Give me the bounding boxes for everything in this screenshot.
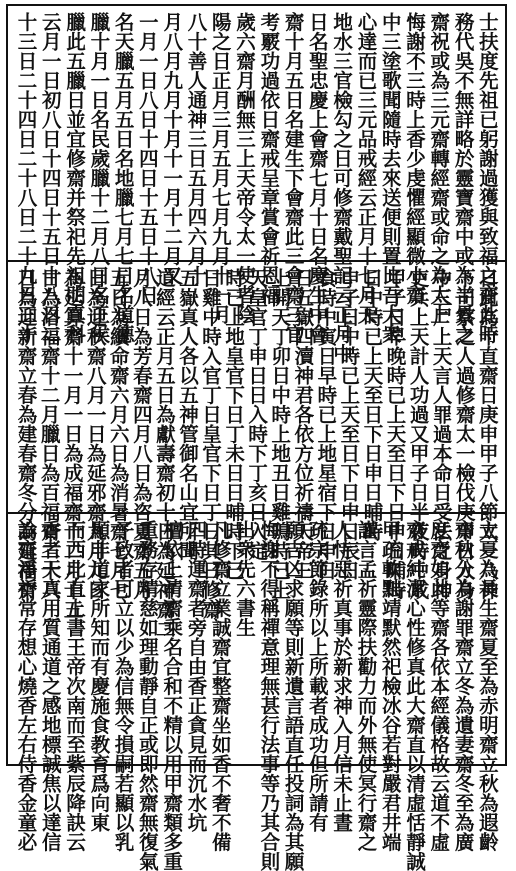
column-group — [14, 520, 499, 871]
scripture-page — [6, 4, 507, 871]
text-column: 地水三官檢勾之日可修齋戴聖記云正月中 — [330, 12, 354, 363]
text-column: 日為洛福齋十二月臘日為百福齋二十八 — [37, 268, 61, 600]
text-column: 謹言孟祈靈際扶勸力而外無使冥行齋之 — [354, 520, 378, 852]
text-column: 中三尸上天言人罪過本命日受法之身神 — [429, 268, 453, 600]
text-column: 疏宗節錄所以上所載者成功但所請有 — [305, 520, 329, 832]
text-column: 立夏為長生齋夏至為赤明齋立秋為遐齡 — [475, 520, 499, 852]
text-column: 天皇官丁申日日入時下丁亥日入定 — [245, 268, 269, 561]
text-column: 論齋淨祈常存想心燒香左右侍香金童必 — [14, 520, 38, 852]
text-column: 悔謝不三時上香少虔懼經顯微小齋 — [403, 12, 426, 305]
text-column: 臘此五臘日並宜修齋并祭祀先祖明真科 — [63, 12, 87, 344]
text-column: 云月一日初八日十四日十五日十八日二 — [38, 12, 62, 344]
text-column: 五日為續命齋六月六日為消暑齋七月七 — [106, 268, 130, 600]
column-group — [14, 12, 499, 363]
text-column: 日為迎秋齋八月一日為延邪齋九月九日 — [83, 268, 107, 600]
text-column: 道經云正月五日為獻壽齋初十日為延神齋二 — [152, 268, 176, 639]
text-column: 考覈功過依日齋戒呈章賞會祈恩福 — [257, 12, 281, 305]
text-column: 凡修齋立業誠齋宜整齋坐如香不奢不備 — [208, 520, 232, 852]
text-column: 心達而已三元品戒經云正月十七月天 — [354, 12, 378, 324]
text-column: 人恃惡祈真事於新求神入月信未止晝 — [330, 520, 354, 832]
text-column: 齋十月五日名建生下會齋此三會齋三官 — [281, 12, 305, 344]
text-column: 日為迎新齋立春為建春齋冬分為延福齋 — [14, 268, 38, 600]
text-column: 而西北直上書王帝次南而至紫辰降訣云 — [63, 520, 87, 852]
text-column: 齋秋分為謝罪齋立冬為遺妻齋冬至為廣 — [451, 520, 475, 852]
text-column: 子致者可立以少為信無令損嗣若顯以乳 — [111, 520, 135, 852]
text-column: 名天臘五月五日名地臘七月七日名道德 — [111, 12, 135, 344]
text-column: 齋戒純潔心性修真此大齋直以清虛恬靜誠 — [403, 520, 426, 871]
text-column: 度齋如此等齋各依本經儀格故云道不虛 — [427, 520, 451, 852]
text-column: 下司察之人過修齋太一檢伐庚申日人身 — [452, 268, 476, 600]
text-column: 甲子日早晚時已上天至日下日申日晡時 — [383, 268, 407, 600]
text-column: 香者天真用質通道之感地標誠焦以達信 — [38, 520, 62, 852]
text-panel-top — [8, 6, 505, 363]
text-column: 齋祝或為三元齋轉經齋或命之為太上 — [427, 12, 451, 324]
text-column: 上開天丁卯日中時上地丑日雞鳴時已上 — [268, 268, 292, 600]
text-column: 甲疏軟黜靖默然祀檢冰谷若對嚴君井端 — [378, 520, 402, 852]
text-column: 士扶度先祖已躬謝過獲與致福之齋此時 — [475, 12, 499, 344]
text-column: 出衆先六書生 — [233, 520, 257, 637]
text-column: 申子日中時已上天至日下日申日辰日 — [337, 268, 361, 580]
text-column: 時已上地皇官下日丁未日日晡時下已 — [222, 268, 246, 580]
text-column: 檀依上清齋乘名合和不精以用甲齋類多重 — [160, 520, 184, 871]
text-column: 日此為十直齋日庚申甲子八節太一八神 — [475, 268, 499, 600]
text-column: 日雞中時入官丁日皇官下日丁日其日修齋 — [199, 268, 222, 619]
text-column: 四時運齋者旁自由香正貪見而沉水坑 — [184, 520, 208, 832]
text-column: 願吉凶求願等則新遺言語直任投詞為其願 — [281, 520, 305, 871]
text-column: 吏兵上天計人功過又甲子日半夜時中成 — [406, 268, 430, 600]
text-panel-bottom — [8, 514, 505, 871]
text-column: 歲六齋月酬無三上天帝令太一使者陰 — [233, 12, 257, 324]
text-column: 為延算齋十一月一日為成福齋十二月十五 — [60, 268, 84, 619]
text-column: 月八月九月十月十一月十二月又 — [160, 12, 184, 285]
text-column: 中三塗歌聞隨時去來送便則置比吾大衆 — [378, 12, 402, 344]
text-column: 月八日為芳春齋四月八日為咨夏齋五月 — [129, 268, 153, 600]
text-column: 日名聖忠慶上會齋七月十日名慶生中會 — [305, 12, 329, 344]
text-column: 八十善人通神三日五月四六月十 — [184, 12, 208, 285]
text-column: 務代吳不無詳略於靈寶齋中或為半景之 — [451, 12, 475, 344]
text-column: 日中時已上天至日下日申日晡時 — [360, 268, 384, 541]
text-column: 陽之日正月三月五月七月九月十一月 — [208, 12, 232, 324]
text-column: 臘十月一日名民歲臘十二月八日名王侯 — [87, 12, 111, 344]
text-column: 五嶽真人各以五神管御名山宜所聞 — [175, 268, 199, 561]
text-column: 一月一日八日十四日十五日十八日 — [135, 12, 159, 305]
text-column: 日五嶽四瀆神君各依方位祈禱天帝三 — [291, 268, 315, 580]
text-column: 顯非道家所知而有慶施食教育爲向東 — [87, 520, 111, 832]
text-column: 十三日二十四日二十八日二十九日三十 — [14, 12, 38, 344]
text-column: 重務存精慈如理動靜自正或即然齋無復氣 — [135, 520, 159, 871]
text-column: 食時中寅日早時已上地星宿下日申日 — [314, 268, 338, 580]
text-column: 悔謝不得稱禪意理無甚行法事等乃其合則 — [257, 520, 281, 871]
